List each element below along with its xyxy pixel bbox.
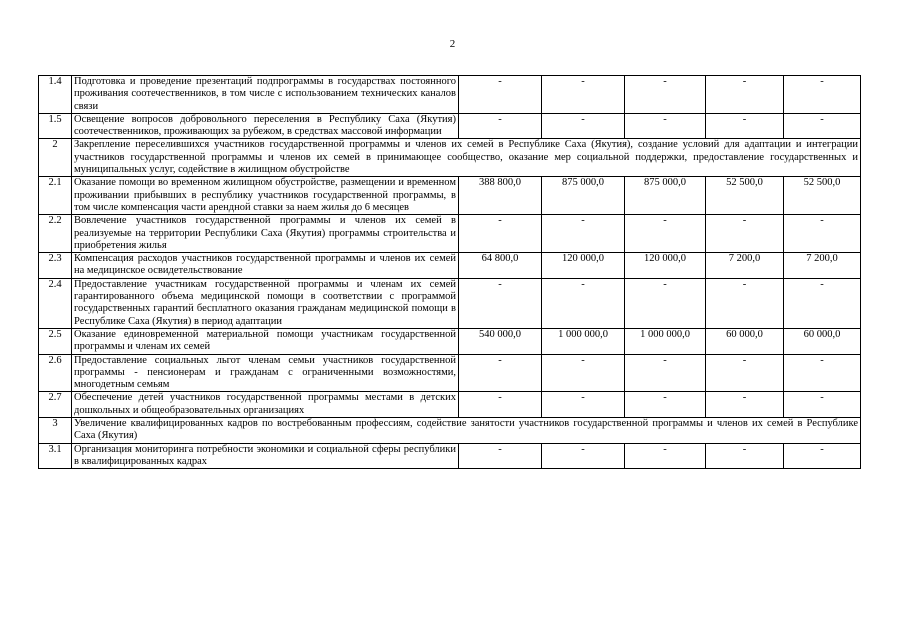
- value-cell: -: [784, 215, 861, 253]
- value-cell: -: [625, 392, 706, 418]
- value-cell: 7 200,0: [706, 253, 784, 279]
- row-description: Компенсация расходов участников государственной программы и членов их семей на медицинское освидетельствование: [72, 253, 459, 279]
- table-row: [39, 278, 861, 328]
- row-description: Предоставление социальных льгот членам семьи участников государственной программы - пенсионерам и гражданам с ограниченными возможностями, многодетным семьям: [72, 354, 459, 392]
- value-cell: 540 000,0: [459, 328, 542, 354]
- table-body: [39, 76, 861, 469]
- row-number: 2.6: [39, 354, 72, 392]
- row-description: Оказание помощи во временном жилищном обустройстве, размещении и временном проживании прибывших в республику участников государственной программы, в том числе компенсация части арендной ставки за наем жилья до 6 месяцев: [72, 177, 459, 215]
- value-cell: 7 200,0: [784, 253, 861, 279]
- table-row: [39, 76, 861, 114]
- section-number: 2: [39, 139, 72, 177]
- value-cell: -: [459, 278, 542, 328]
- value-cell: -: [542, 354, 625, 392]
- value-cell: 60 000,0: [784, 328, 861, 354]
- row-description: Предоставление участникам государственной программы и членам их семей гарантированного объема медицинской помощи в соответствии с программой государственных гарантий бесплатного оказания гражданам медицинской помощи в Республике Саха (Якутия) в период адаптации: [72, 278, 459, 328]
- value-cell: -: [706, 113, 784, 139]
- value-cell: -: [784, 443, 861, 469]
- value-cell: -: [459, 76, 542, 114]
- value-cell: -: [625, 215, 706, 253]
- section-title: Увеличение квалифицированных кадров по востребованным профессиям, содействие занятости участников государственной программы и членов их семей в Республике Саха (Якутия): [72, 418, 861, 444]
- value-cell: -: [625, 113, 706, 139]
- row-number: 2.3: [39, 253, 72, 279]
- row-description: Обеспечение детей участников государственной программы местами в детских дошкольных и общеобразовательных организациях: [72, 392, 459, 418]
- row-number: 2.5: [39, 328, 72, 354]
- value-cell: -: [706, 392, 784, 418]
- value-cell: -: [625, 76, 706, 114]
- section-row: [39, 139, 861, 177]
- row-description: Вовлечение участников государственной программы и членов их семей в реализуемые на территории Республики Саха (Якутия) программы строительства и приобретения жилья: [72, 215, 459, 253]
- table-row: [39, 354, 861, 392]
- table-row: [39, 443, 861, 469]
- value-cell: 52 500,0: [706, 177, 784, 215]
- table-row: [39, 177, 861, 215]
- table-row: [39, 215, 861, 253]
- value-cell: -: [542, 278, 625, 328]
- value-cell: -: [625, 354, 706, 392]
- value-cell: 875 000,0: [625, 177, 706, 215]
- section-number: 3: [39, 418, 72, 444]
- value-cell: 1 000 000,0: [542, 328, 625, 354]
- value-cell: -: [784, 76, 861, 114]
- value-cell: -: [542, 443, 625, 469]
- value-cell: 52 500,0: [784, 177, 861, 215]
- table-row: [39, 328, 861, 354]
- value-cell: -: [459, 113, 542, 139]
- value-cell: 875 000,0: [542, 177, 625, 215]
- table-row: [39, 253, 861, 279]
- value-cell: 120 000,0: [542, 253, 625, 279]
- value-cell: -: [706, 215, 784, 253]
- value-cell: -: [542, 215, 625, 253]
- value-cell: -: [784, 113, 861, 139]
- section-title: Закрепление переселившихся участников государственной программы и членов их семей в Республике Саха (Якутия), создание условий для адаптации и интеграции участников государственной программы и членов их семей в принимающее сообщество, оказание мер социальной поддержки, предоставление государственных и муниципальных услуг, содействие в жилищном обустройстве: [72, 139, 861, 177]
- row-number: 2.2: [39, 215, 72, 253]
- value-cell: -: [542, 113, 625, 139]
- page-number: 2: [449, 38, 456, 50]
- row-description: Освещение вопросов добровольного переселения в Республику Саха (Якутия) соотечественников, проживающих за рубежом, в средствах массовой информации: [72, 113, 459, 139]
- value-cell: -: [459, 392, 542, 418]
- value-cell: -: [784, 354, 861, 392]
- value-cell: -: [706, 278, 784, 328]
- row-description: Подготовка и проведение презентаций подпрограммы в государствах постоянного проживания соотечественников, в том числе с использованием технических каналов связи: [72, 76, 459, 114]
- row-number: 2.7: [39, 392, 72, 418]
- table-row: [39, 392, 861, 418]
- value-cell: 1 000 000,0: [625, 328, 706, 354]
- value-cell: -: [784, 392, 861, 418]
- value-cell: -: [706, 354, 784, 392]
- value-cell: 120 000,0: [625, 253, 706, 279]
- value-cell: -: [542, 76, 625, 114]
- value-cell: -: [459, 215, 542, 253]
- row-number: 1.5: [39, 113, 72, 139]
- row-description: Оказание единовременной материальной помощи участникам государственной программы и членам их семей: [72, 328, 459, 354]
- value-cell: -: [784, 278, 861, 328]
- section-row: [39, 418, 861, 444]
- budget-table: [38, 75, 861, 469]
- table-row: [39, 113, 861, 139]
- value-cell: -: [625, 443, 706, 469]
- value-cell: -: [542, 392, 625, 418]
- value-cell: -: [459, 443, 542, 469]
- value-cell: -: [459, 354, 542, 392]
- row-number: 1.4: [39, 76, 72, 114]
- value-cell: -: [625, 278, 706, 328]
- value-cell: 60 000,0: [706, 328, 784, 354]
- value-cell: 64 800,0: [459, 253, 542, 279]
- row-number: 2.1: [39, 177, 72, 215]
- value-cell: -: [706, 443, 784, 469]
- row-number: 3.1: [39, 443, 72, 469]
- row-description: Организация мониторинга потребности экономики и социальной сферы республики в квалифицированных кадрах: [72, 443, 459, 469]
- value-cell: -: [706, 76, 784, 114]
- row-number: 2.4: [39, 278, 72, 328]
- value-cell: 388 800,0: [459, 177, 542, 215]
